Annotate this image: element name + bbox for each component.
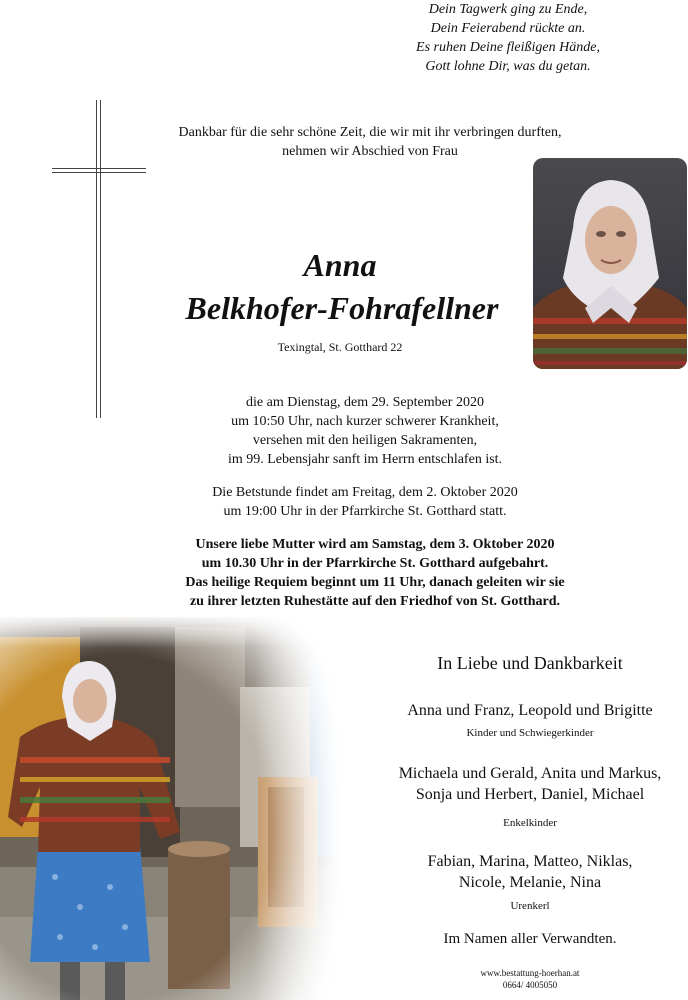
death-line: versehen mit den heiligen Sakramenten, <box>252 433 478 448</box>
relatives-line: Im Namen aller Verwandten. <box>443 931 617 947</box>
portrait-photo <box>533 158 687 369</box>
children-names: Anna und Franz, Leopold und Brigitte <box>407 702 653 719</box>
poem-line: Es ruhen Deine fleißigen Hände, <box>416 40 600 55</box>
grandchildren-names <box>370 763 688 805</box>
deceased-last-name: Belkhofer-Fohrafellner <box>185 290 499 326</box>
death-line: um 10:50 Uhr, nach kurzer schwerer Krankheit, <box>231 414 499 429</box>
intro-line: Dankbar für die sehr schöne Zeit, die wir mit ihr verbringen durften, <box>178 125 562 140</box>
funeral-home-contact <box>370 967 688 991</box>
funeral-line: um 10.30 Uhr in der Pfarrkirche St. Gotthard aufgebahrt. <box>201 556 549 571</box>
death-line: im 99. Lebensjahr sanft im Herrn entschlafen ist. <box>227 452 503 467</box>
grandchildren-line: Sonja und Herbert, Daniel, Michael <box>415 786 645 803</box>
great-grandchildren-names <box>370 851 688 893</box>
great-grandchildren-line: Fabian, Marina, Matteo, Niklas, <box>427 853 633 870</box>
funeral-home-website[interactable]: www.bestattung-hoerhan.at <box>480 968 580 978</box>
funeral-line: Das heilige Requiem beginnt um 11 Uhr, danach geleiten wir sie <box>185 575 565 590</box>
funeral-line: Unsere liebe Mutter wird am Samstag, dem 3. Oktober 2020 <box>195 537 555 552</box>
funeral-home-phone: 0664/ 4005050 <box>502 980 558 990</box>
prayer-notice <box>150 483 580 521</box>
death-line: die am Dienstag, dem 29. September 2020 <box>246 395 484 410</box>
great-grandchildren-line: Nicole, Melanie, Nina <box>458 874 602 891</box>
poem <box>328 0 688 76</box>
prayer-line: Die Betstunde findet am Freitag, dem 2. Oktober 2020 <box>212 485 518 500</box>
prayer-line: um 19:00 Uhr in der Pfarrkirche St. Gotthard statt. <box>223 504 507 519</box>
intro-line: nehmen wir Abschied von Frau <box>282 144 458 159</box>
outdoor-photo <box>0 617 340 1000</box>
great-grandchildren-label: Urenkerl <box>510 900 550 912</box>
intro-text <box>120 123 620 161</box>
mourners-heading: In Liebe und Dankbarkeit <box>437 653 623 673</box>
poem-line: Dein Feierabend rückte an. <box>430 21 586 36</box>
funeral-line: zu ihrer letzten Ruhestätte auf den Friedhof von St. Gotthard. <box>189 594 561 609</box>
death-notice <box>170 393 560 469</box>
grandchildren-line: Michaela und Gerald, Anita und Markus, <box>398 765 662 782</box>
children-label: Kinder und Schwiegerkinder <box>466 727 594 739</box>
deceased-address: Texingtal, St. Gotthard 22 <box>277 340 403 354</box>
poem-line: Gott lohne Dir, was du getan. <box>425 59 591 74</box>
deceased-first-name: Anna <box>303 247 377 283</box>
grandchildren-label: Enkelkinder <box>503 817 557 829</box>
funeral-notice <box>140 535 610 611</box>
poem-line: Dein Tagwerk ging zu Ende, <box>428 2 588 17</box>
